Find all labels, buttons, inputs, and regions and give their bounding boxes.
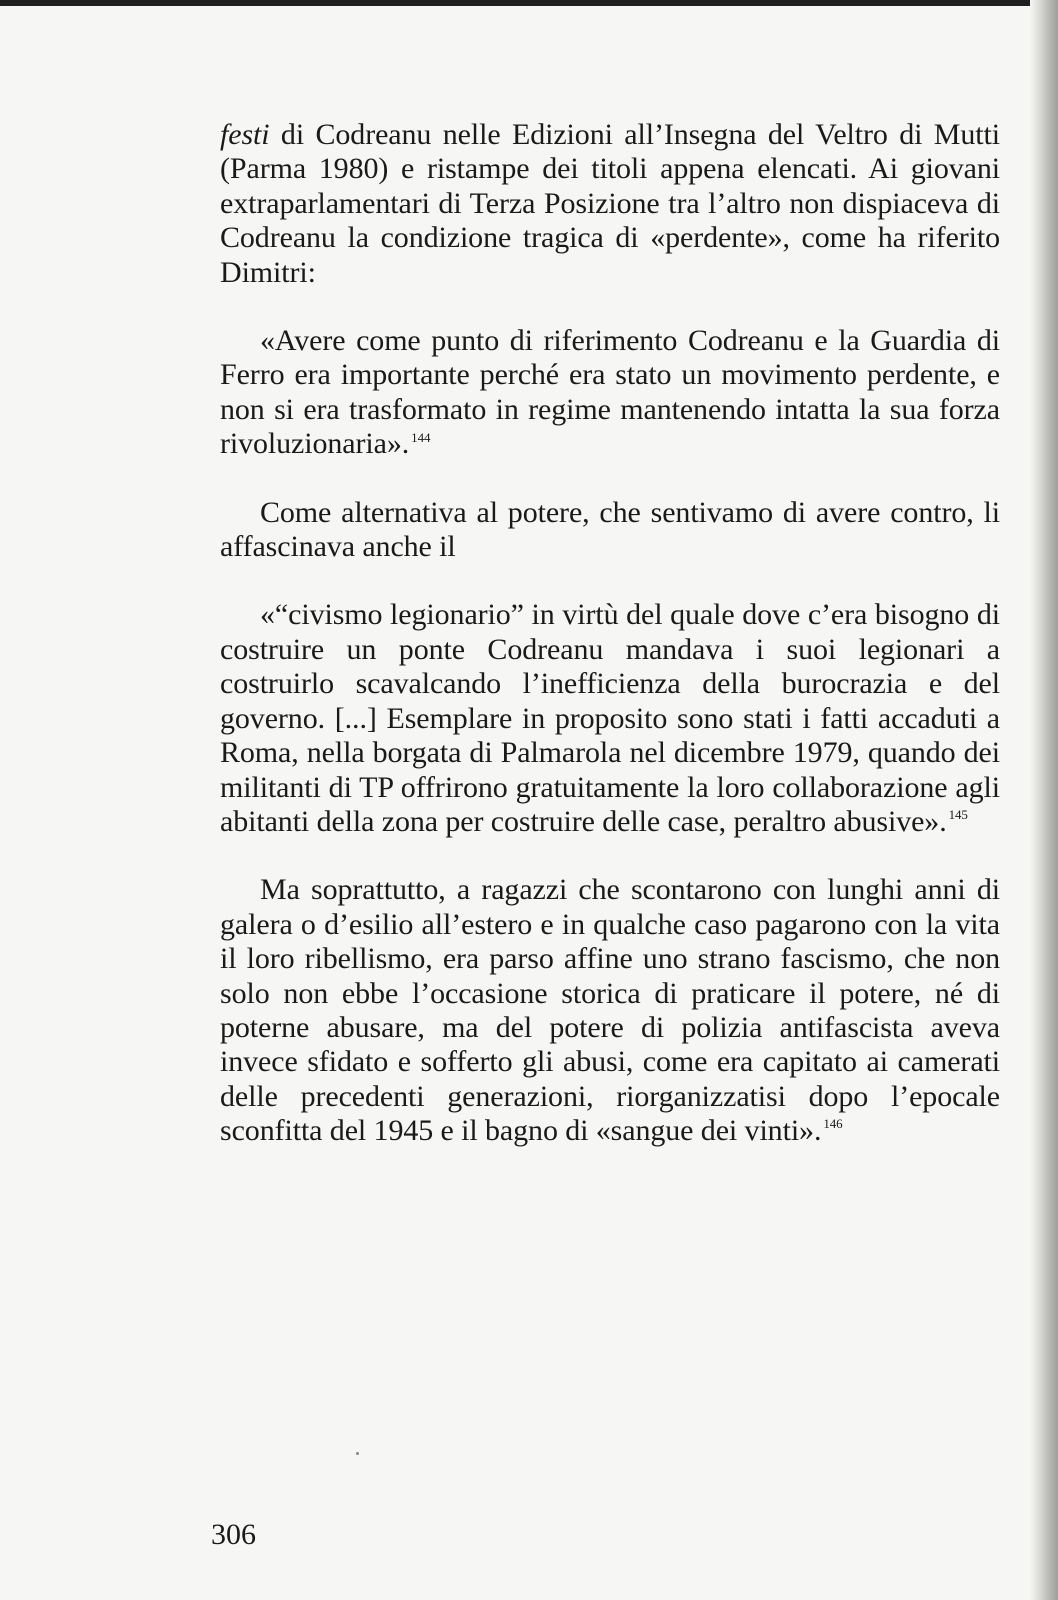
- spacer: [220, 290, 1000, 324]
- paragraph-1: [220, 118, 1000, 290]
- top-edge-rule: [0, 0, 1040, 6]
- footnote-ref-146[interactable]: 146: [823, 1116, 843, 1132]
- body-text: [220, 118, 1000, 1149]
- footnote-ref-144[interactable]: 144: [411, 429, 431, 445]
- spacer: [220, 462, 1000, 496]
- italic-title-fragment: festi: [220, 118, 270, 151]
- quote-1: [220, 324, 1000, 462]
- page-number: 306: [211, 1518, 256, 1551]
- spacer: [220, 839, 1000, 873]
- top-edge-rule-thin: [0, 0, 40, 2]
- paragraph-3: [220, 873, 1000, 1148]
- gutter-shadow: [1030, 0, 1058, 1600]
- paragraph-1-text: di Codreanu nelle Edizioni all’Insegna del Veltro di Mutti (Parma 1980) e ristampe dei titoli appena elencati. Ai giovani extraparlamentari di Terza Posizione tra l’altro non dispiaceva di Codreanu la condizione tragica di «perdente», come ha riferito Dimitri:: [220, 118, 1000, 289]
- quote-2-text: «“civismo legionario” in virtù del quale dove c’era bisogno di costruire un ponte Codreanu mandava i suoi legionari a costruirlo scavalcando l’inefficienza della burocrazia e del governo. [...] Esemplare in proposito sono stati i fatti accaduti a Roma, nella borgata di Palmarola nel dicembre 1979, quando dei militanti di TP offrirono gratuitamente la loro collaborazione agli abitanti della zona per costruire delle case, peraltro abusive».: [220, 598, 1000, 838]
- print-speck: [356, 1452, 359, 1455]
- paragraph-2-text: Come alternativa al potere, che sentivamo di avere contro, li affascinava anche il: [220, 495, 1000, 564]
- spacer: [220, 564, 1000, 598]
- paragraph-2: [220, 496, 1000, 565]
- footnote-ref-145[interactable]: 145: [948, 807, 968, 823]
- quote-1-text: «Avere come punto di riferimento Codreanu e la Guardia di Ferro era importante perché era stato un movimento perdente, e non si era trasformato in regime mantenendo intatta la sua forza rivoluzionaria».: [220, 324, 1000, 461]
- paragraph-3-text: Ma soprattutto, a ragazzi che scontarono con lunghi anni di galera o d’esilio all’estero e in qualche caso pagarono con la vita il loro ribellismo, era parso affine uno strano fascismo, che non solo non ebbe l’occasione storica di praticare il potere, né di poterne abusare, ma del potere di polizia antifascista aveva invece sfidato e sofferto gli abusi, come era capitato ai camerati delle precedenti generazioni, riorganizzatisi dopo l’epocale sconfitta del 1945 e il bagno di «sangue dei vinti».: [220, 873, 1000, 1148]
- quote-2: [220, 598, 1000, 839]
